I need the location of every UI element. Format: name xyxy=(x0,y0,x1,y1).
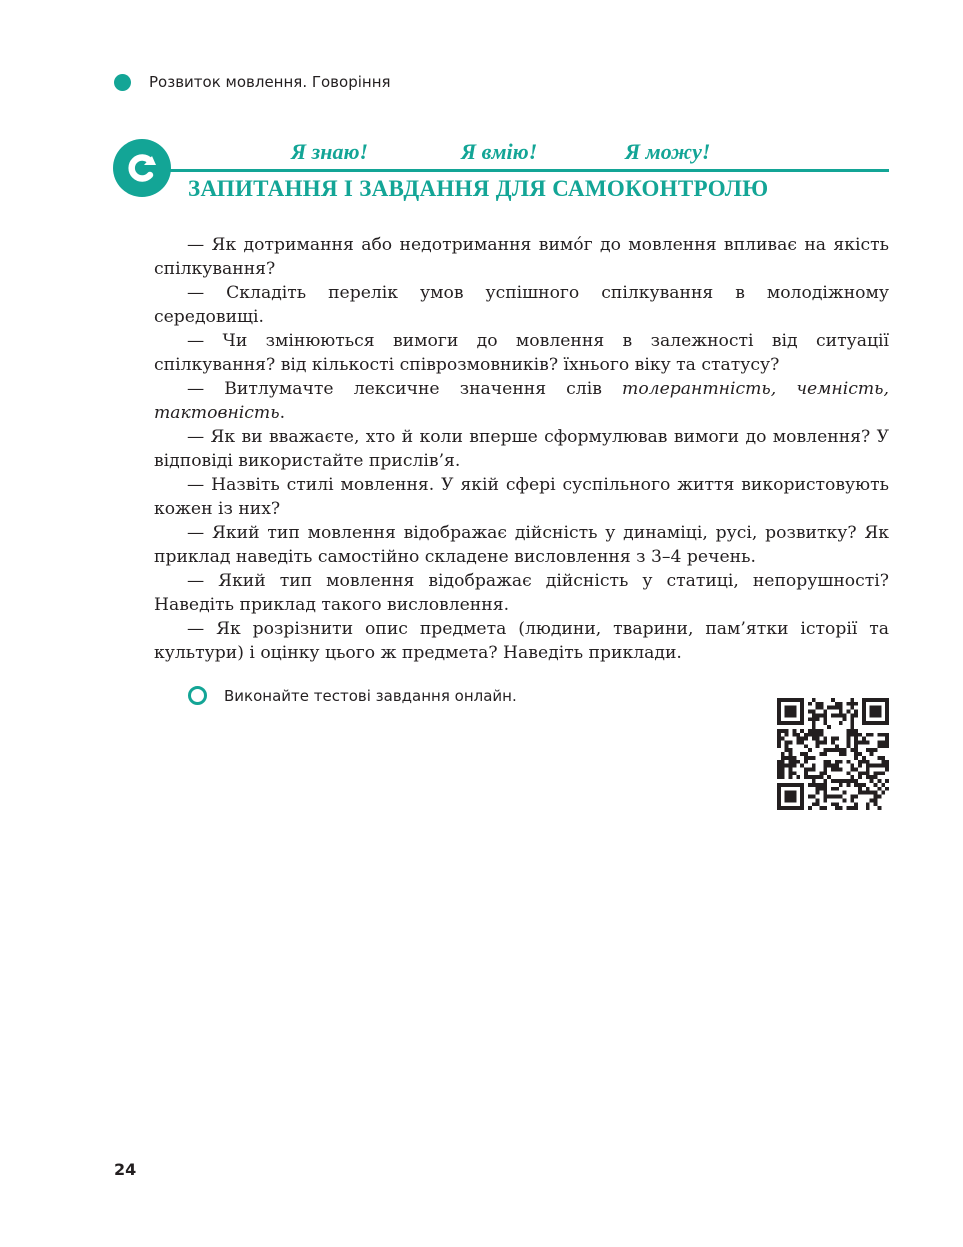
self-check-refresh-icon xyxy=(113,139,171,197)
question-item: — Який тип мовлення відображає дійсність у статиці, непорушності? Наведіть приклад такого висловлення. xyxy=(154,571,889,615)
question-item: — Чи змінюються вимоги до мовлення в залежності від ситуації спілкування? від кількості співрозмовників? їхнього віку та статусу? xyxy=(154,331,889,375)
online-task-label: Виконайте тестові завдання онлайн. xyxy=(224,686,517,705)
question-item: — Як ви вважаєте, хто й коли вперше сформулював вимоги до мовлення? У відповіді використайте прислів’я. xyxy=(154,427,889,471)
section-bullet-icon xyxy=(114,74,131,91)
question-tail: . xyxy=(279,403,286,423)
qr-code[interactable] xyxy=(777,698,889,810)
question-item: — Назвіть стилі мовлення. У якій сфері суспільного життя використовують кожен із них? xyxy=(154,475,889,519)
motto-can-do: Я вмію! xyxy=(461,139,538,164)
question-lead: — Витлумачте лексичне значення слів xyxy=(187,379,623,399)
page-number: 24 xyxy=(114,1160,137,1179)
question-item: — Як розрізнити опис предмета (людини, тварини, пам’ятки історії та культури) і оцінку цього ж предмета? Наведіть приклади. xyxy=(154,619,889,663)
question-item: — Складіть перелік умов успішного спілкування в молодіжному середовищі. xyxy=(154,283,889,327)
online-task xyxy=(188,686,517,705)
question-item xyxy=(154,377,889,425)
question-list xyxy=(154,233,889,665)
running-header xyxy=(114,70,391,94)
question-item: — Як дотримання або недотримання вимóг до мовлення впливає на якість спілкування? xyxy=(154,235,889,279)
motto-know: Я знаю! xyxy=(291,139,369,164)
banner-rule xyxy=(168,169,889,172)
self-control-heading: ЗАПИТАННЯ І ЗАВДАННЯ ДЛЯ САМОКОНТРОЛЮ xyxy=(188,176,769,201)
ring-bullet-icon xyxy=(188,686,207,705)
question-item: — Який тип мовлення відображає дійсність у динаміці, русі, розвитку? Як приклад наведіть самостійно складене висловлення з 3–4 речень. xyxy=(154,523,889,567)
motto-able: Я можу! xyxy=(625,139,711,164)
question-emphasis: толерантність, чемність, тактовність xyxy=(154,379,889,423)
section-title: Розвиток мовлення. Говоріння xyxy=(149,73,391,91)
